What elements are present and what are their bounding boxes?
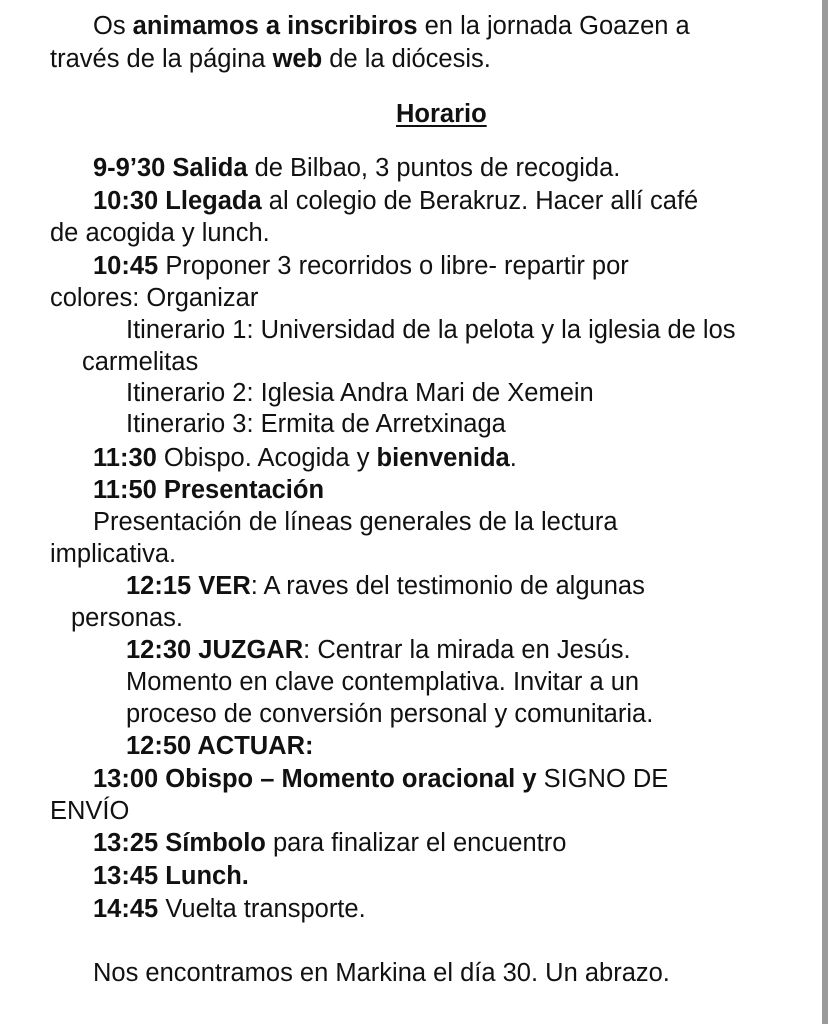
schedule-time: 10:45 (93, 252, 159, 280)
schedule-item (93, 152, 620, 184)
schedule-item (93, 474, 324, 506)
schedule-item (93, 860, 249, 892)
intro-text: través de la página (50, 45, 273, 73)
schedule-time: 10:30 Llegada (93, 187, 262, 215)
schedule-text: Obispo. Acogida y (156, 444, 377, 472)
schedule-time: 13:25 Símbolo (93, 829, 266, 857)
schedule-text: para finalizar el encuentro (265, 829, 567, 857)
intro-bold: animamos a inscribiros (132, 12, 418, 40)
schedule-time: 9-9’30 Salida (93, 154, 248, 182)
schedule-time: 14:45 (93, 895, 159, 923)
schedule-item-continuation: de acogida y lunch. (50, 219, 270, 247)
schedule-time: 13:00 Obispo – Momento oracional y (93, 765, 537, 793)
intro-bold: web (272, 45, 323, 73)
page-edge-bar (822, 0, 828, 1024)
itinerary-2: Itinerario 2: Iglesia Andra Mari de Xemein (126, 379, 594, 407)
schedule-item (93, 442, 517, 474)
schedule-time: 11:50 Presentación (93, 476, 325, 504)
schedule-time: 12:30 JUZGAR (126, 636, 304, 664)
schedule-text: : A raves del testimonio de algunas (250, 572, 645, 600)
closing-line: Nos encontramos en Markina el día 30. Un abrazo. (93, 959, 670, 987)
schedule-item (126, 634, 631, 666)
presentation-description-continuation: implicativa. (50, 540, 177, 568)
presentation-description: Presentación de líneas generales de la lectura (93, 508, 618, 536)
schedule-text: al colegio de Berakruz. Hacer allí café (261, 187, 699, 215)
schedule-item (93, 893, 366, 925)
schedule-item-continuation: personas. (71, 604, 183, 632)
schedule-text: . (509, 444, 517, 472)
itinerary-1-continuation: carmelitas (82, 348, 199, 376)
schedule-item (93, 827, 566, 859)
schedule-item (126, 730, 314, 762)
schedule-item (93, 185, 698, 217)
schedule-text: Vuelta transporte. (158, 895, 366, 923)
schedule-bold: bienvenida (376, 444, 510, 472)
schedule-item (93, 250, 629, 282)
itinerary-3: Itinerario 3: Ermita de Arretxinaga (126, 410, 506, 438)
intro-text: en la jornada Goazen a (417, 12, 690, 40)
schedule-item (93, 763, 668, 795)
itinerary-1: Itinerario 1: Universidad de la pelota y la iglesia de los (126, 316, 736, 344)
schedule-heading: Horario (396, 100, 487, 128)
intro-line-2 (50, 43, 491, 75)
schedule-text: de Bilbao, 3 puntos de recogida. (247, 154, 621, 182)
intro-text: Os (93, 12, 133, 40)
schedule-text: : Centrar la mirada en Jesús. (303, 636, 631, 664)
schedule-time: 13:45 Lunch. (93, 862, 249, 890)
schedule-item-continuation: Momento en clave contemplativa. Invitar a un (126, 668, 640, 696)
schedule-item-continuation: proceso de conversión personal y comunitaria. (126, 700, 654, 728)
intro-text: de la diócesis. (322, 45, 491, 73)
schedule-item-continuation: ENVÍO (50, 797, 130, 825)
schedule-text: Proponer 3 recorridos o libre- repartir por (158, 252, 629, 280)
schedule-item-continuation: colores: Organizar (50, 284, 259, 312)
schedule-item (126, 570, 645, 602)
intro-line-1 (93, 10, 690, 42)
schedule-time: 12:50 ACTUAR: (126, 732, 314, 760)
schedule-time: 12:15 VER (126, 572, 251, 600)
schedule-time: 11:30 (93, 444, 157, 472)
schedule-text: SIGNO DE (536, 765, 669, 793)
